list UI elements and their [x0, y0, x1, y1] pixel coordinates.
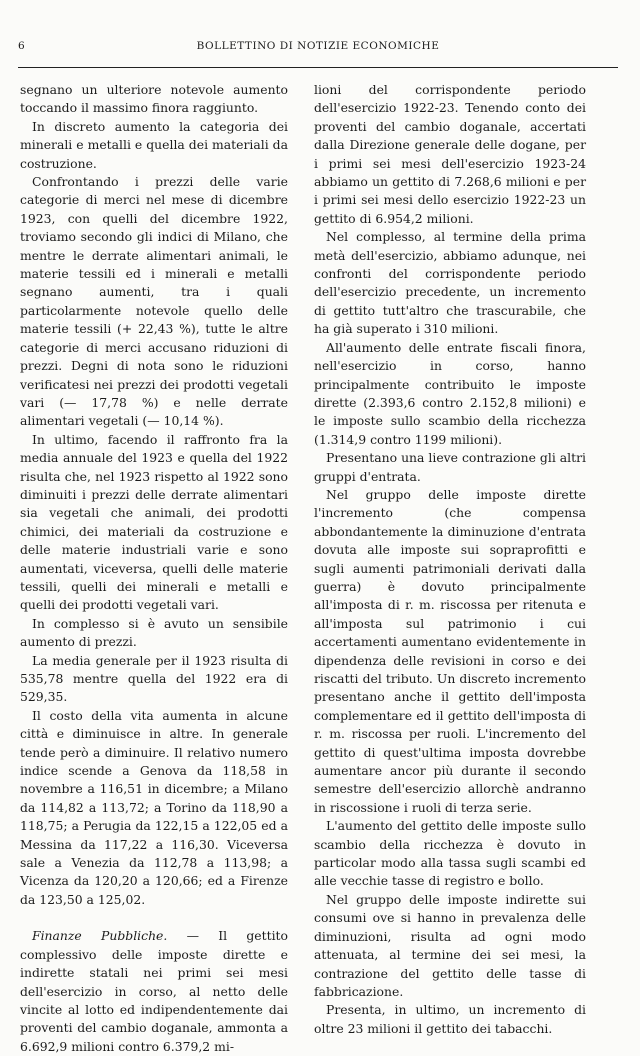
- paragraph: Presentano una lieve contrazione gli altri gruppi d'entrata.: [314, 450, 586, 484]
- running-title: BOLLETTINO DI NOTIZIE ECONOMICHE: [196, 40, 440, 52]
- section-heading: Finanze Pubbliche.: [32, 928, 168, 944]
- paragraph: Confrontando i prezzi delle varie categorie di merci nel mese di dicembre 1923, con quelli del dicembre 1922, troviamo secondo gli indici di Milano, che mentre le derrate alimentari animali, le materie tessili ed i minerali e metalli segnano aumenti, tra i quali particolarmente notevole quello delle materie tessili (+ 22,43 %), tutte le altre categorie di merci accusano riduzioni di prezzi. Degni di nota sono le riduzioni verificatesi nei prezzi dei prodotti vegetali vari (— 17,78 %) e nelle derrate alimentari vegetali (— 10,14 %).: [20, 174, 288, 429]
- paragraph: In complesso si è avuto un sensibile aumento di prezzi.: [20, 615, 288, 650]
- paragraph: L'aumento del gettito delle imposte sullo scambio della ricchezza è dovuto in particolar modo alla tassa sugli scambi ed alle vecchie tasse di registro e bollo.: [314, 818, 586, 889]
- right-column: [314, 81, 586, 1038]
- paragraph: In discreto aumento la categoria dei minerali e metalli e quella dei materiali da costruzione.: [20, 118, 288, 171]
- paragraph: Il costo della vita aumenta in alcune città e diminuisce in altre. In generale tende però a diminuire. Il relativo numero indice scende a Genova da 118,58 in novembre a 116,51 in dicembre; a Milano da 114,82 a 113,72; a Torino da 118,90 a 118,75; a Perugia da 122,15 a 122,05 ed a Messina da 117,22 a 116,30. Viceversa sale a Venezia da 112,78 a 113,98; a Vicenza da 120,20 a 120,66; ed a Firenze da 123,50 a 125,02.: [20, 707, 288, 907]
- running-header: [18, 40, 618, 56]
- paragraph: Nel complesso, al termine della prima metà dell'esercizio, abbiamo adunque, nei confronti del corrispondente periodo dell'esercizio precedente, un incremento di gettito tutt'altro che trascurabile, che ha già superato i 310 milioni.: [314, 229, 586, 337]
- section-body: — Il gettito complessivo delle imposte dirette e indirette statali nei primi sei mesi dell'esercizio in corso, al netto delle vincite al lotto ed indipendentemente dai proventi del cambio doganale, ammonta a 6.692,9 milioni contro 6.379,2 mi-: [20, 928, 288, 1054]
- paragraph: In ultimo, facendo il raffronto fra la media annuale del 1923 e quella del 1922 risulta che, nel 1923 rispetto al 1922 sono diminuiti i prezzi delle derrate alimentari sia vegetali che animali, dei prodotti chimici, dei materiali da costruzione e delle materie industriali varie e sono aumentati, viceversa, quelli delle materie tessili, quelli dei minerali e metalli e quelli dei prodotti vegetali vari.: [20, 431, 288, 613]
- paragraph: Presenta, in ultimo, un incremento di oltre 23 milioni il gettito dei tabacchi.: [314, 1002, 586, 1036]
- page-number: 6: [18, 40, 26, 52]
- left-column: [20, 81, 288, 1056]
- header-rule: [18, 67, 618, 68]
- paragraph: Nel gruppo delle imposte indirette sui consumi ove si hanno in prevalenza delle diminuzioni, risulta ad ogni modo attenuata, al termine dei sei mesi, la contrazione del gettito delle tasse di fabbricazione.: [314, 891, 586, 999]
- paragraph: segnano un ulteriore notevole aumento toccando il massimo finora raggiunto.: [20, 82, 288, 116]
- section-paragraph: [20, 927, 288, 1056]
- paragraph: Nel gruppo delle imposte dirette l'incremento (che compensa abbondantemente la diminuzione d'entrata dovuta alle imposte sui sopraprofitti e sugli aumenti patrimoniali derivati dalla guerra) è dovuto principalmente all'imposta di r. m. riscossa per ritenuta e all'imposta sul patrimonio i cui accertamenti aumentano evidentemente in dipendenza delle revisioni in corso e dei riscatti del tributo. Un discreto incremento presentano anche il gettito dell'imposta complementare ed il gettito dell'imposta di r. m. riscossa per ruoli. L'incremento del gettito di quest'ultima imposta dovrebbe aumentare ancor più durante il secondo semestre dell'esercizio allorchè andranno in riscossione i ruoli di terza serie.: [314, 486, 586, 815]
- paragraph: lioni del corrispondente periodo dell'esercizio 1922-23. Tenendo conto dei proventi del cambio doganale, accertati dalla Direzione generale delle dogane, per i primi sei mesi dell'esercizio 1923-24 abbiamo un gettito di 7.268,6 milioni e per i primi sei mesi dello esercizio 1922-23 un gettito di 6.954,2 milioni.: [314, 82, 586, 226]
- paragraph: All'aumento delle entrate fiscali finora, nell'esercizio in corso, hanno principalmente contribuito le imposte dirette (2.393,6 contro 2.152,8 milioni) e le imposte sullo scambio della ricchezza (1.314,9 contro 1199 milioni).: [314, 339, 586, 447]
- paragraph: La media generale per il 1923 risulta di 535,78 mentre quella del 1922 era di 529,35.: [20, 652, 288, 705]
